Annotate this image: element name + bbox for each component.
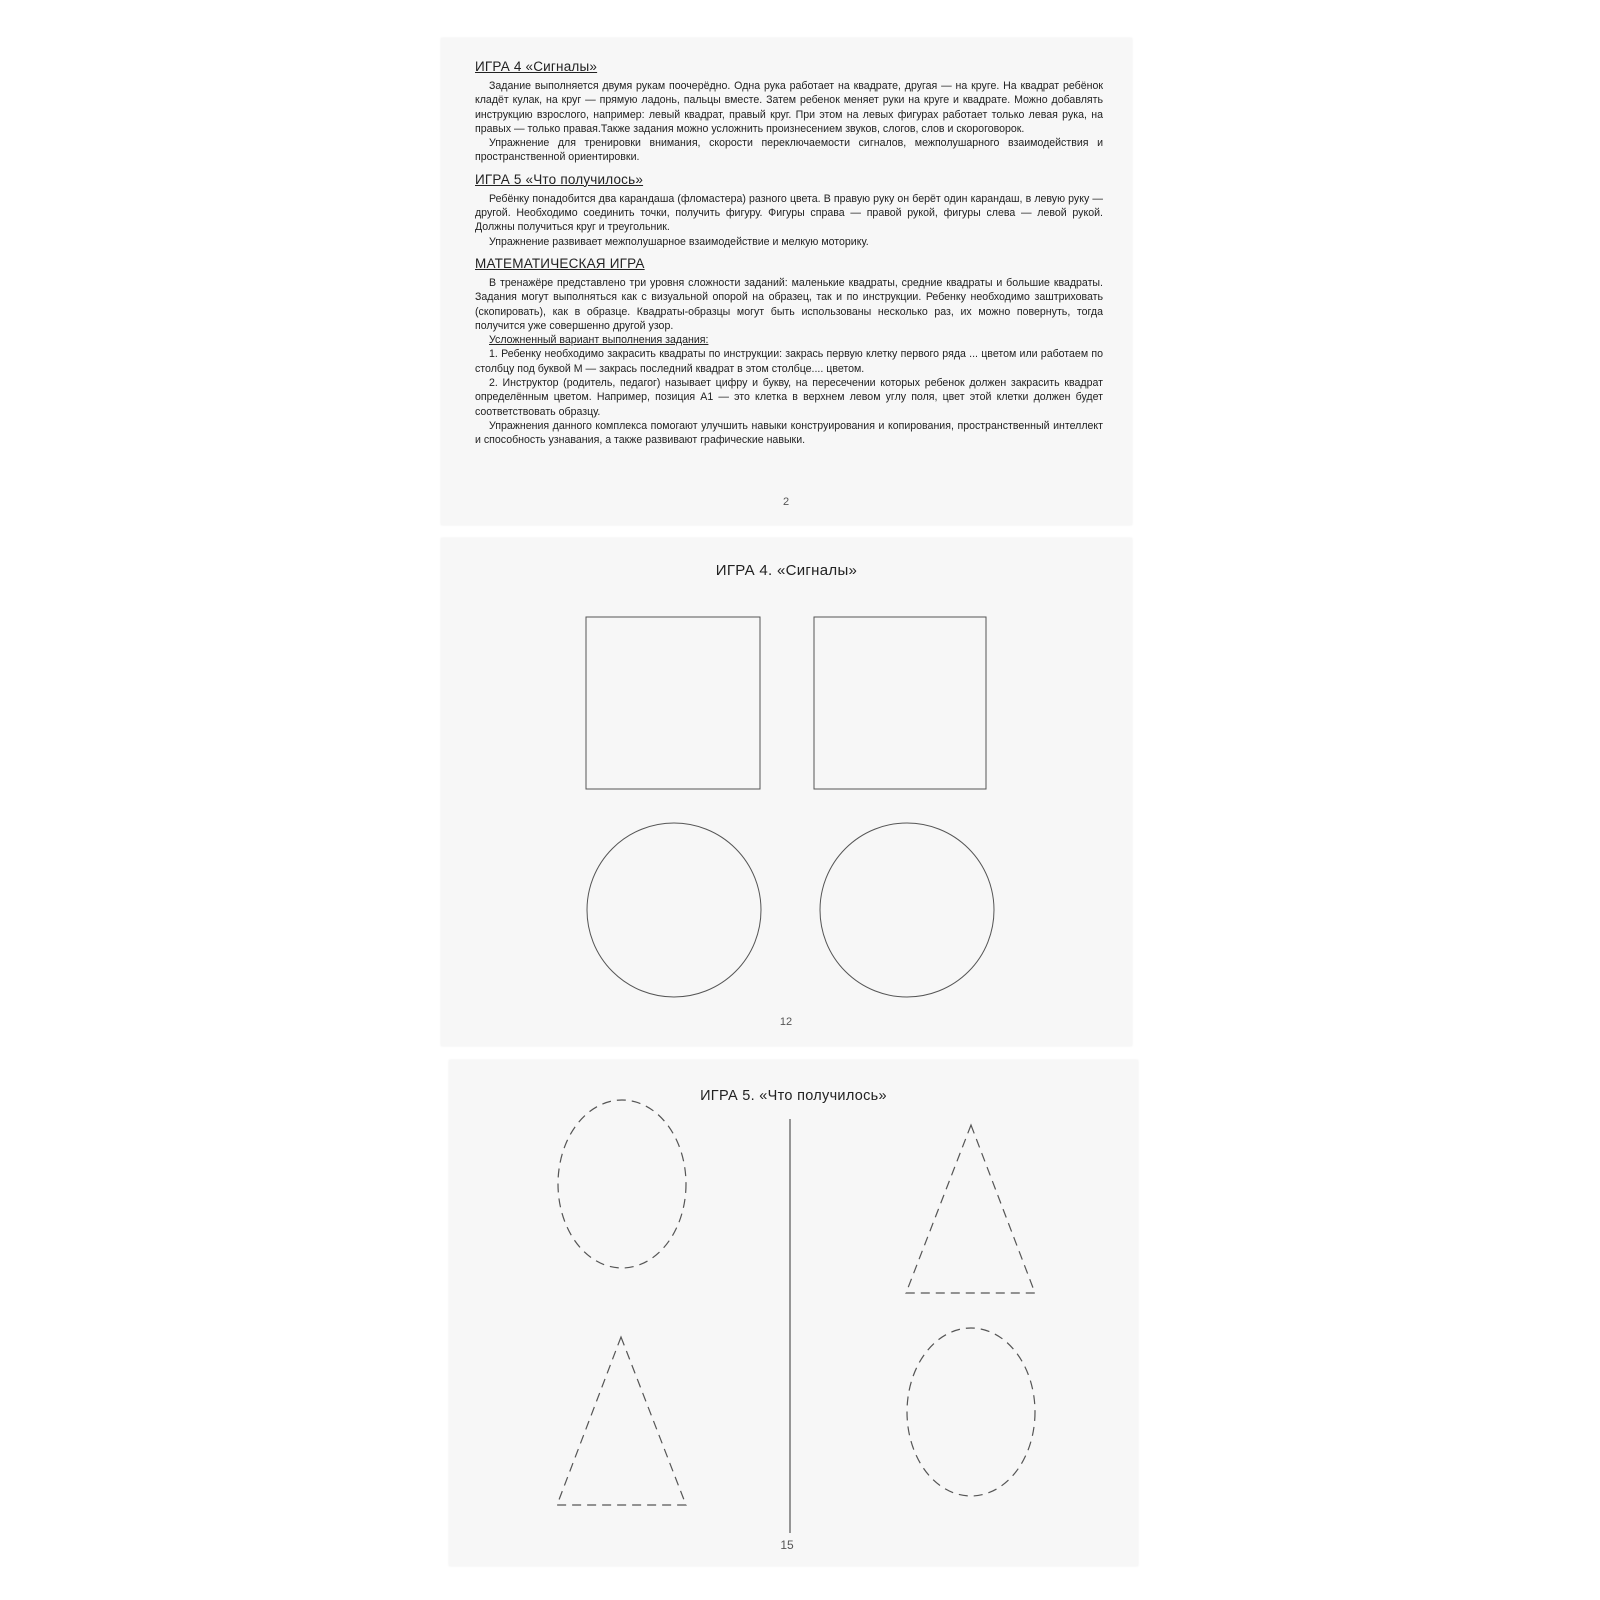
left-dotted-triangle [557, 1337, 686, 1505]
game4-paragraph-1: Задание выполняется двумя рукам поочерёдно. Одна рука работает на квадрате, другая — на круге. На квадрат ребёнок кладёт кулак, на круг — прямую ладонь, пальцы вместе. Затем ребенок меняет руки на круге и квадрате. Можно добавлять инструкцию взрослого, например: левый квадрат, правый круг. При этом на левых фигурах работает только левая рука, на правых — только правая.Также задания можно усложнить произнесением звуков, слогов, слов и скороговорок. [475, 80, 1103, 135]
left-circle [587, 823, 761, 997]
math-game-heading: МАТЕМАТИЧЕСКАЯ ИГРА [475, 255, 645, 271]
right-circle [820, 823, 994, 997]
math-subheading: Усложненный вариант выполнения задания: [489, 334, 709, 347]
what-happened-worksheet-page [449, 1060, 1138, 1566]
right-dotted-triangle [906, 1125, 1035, 1293]
page-number: 15 [780, 1538, 794, 1552]
game4-paragraph-2: Упражнение для тренировки внимания, скорости переключаемости сигналов, межполушарного взаимодействия и пространственной ориентировки. [475, 137, 1103, 164]
page-number: 12 [779, 1016, 793, 1028]
dotted-shapes [449, 1060, 1138, 1566]
page-number: 2 [782, 496, 790, 508]
instructions-text [475, 58, 1103, 448]
signals-worksheet-page [441, 538, 1132, 1046]
game5-paragraph-2: Упражнение развивает межполушарное взаимодействие и мелкую моторику. [489, 235, 869, 248]
signals-shapes [441, 538, 1132, 1046]
math-item-1: 1. Ребенку необходимо закрасить квадраты по инструкции: закрась первую клетку первого ряда ... цветом или работаем по столбцу под буквой М — закрась последний квадрат в этом столбце.... цветом. [475, 348, 1103, 375]
game5-paragraph-1: Ребёнку понадобится два карандаша (фломастера) разного цвета. В правую руку он берёт один карандаш, в левую руку — другой. Необходимо соединить точки, получить фигуру. Фигуры справа — правой рукой, фигуры слева — левой рукой. Должны получиться круг и треугольник. [475, 192, 1103, 234]
page-title: ИГРА 5. «Что получилось» [700, 1088, 887, 1104]
math-paragraph-2: Упражнения данного комплекса помогают улучшить навыки конструирования и копирования, пространственный интеллект и способность узнавания, а также развивают графические навыки. [475, 419, 1103, 447]
math-item-2: 2. Инструктор (родитель, педагог) называет цифру и букву, на пересечении которых ребенок должен закрасить квадрат определённым цветом. Например, позиция А1 — это клетка в верхнем левом углу поля, цвет этой клетки должен будет соответствовать образцу. [475, 377, 1103, 418]
page-title: ИГРА 4. «Сигналы» [715, 562, 858, 579]
left-square [586, 617, 760, 789]
left-dotted-oval [558, 1100, 686, 1268]
game5-heading: ИГРА 5 «Что получилось» [475, 171, 644, 187]
math-paragraph-1: В тренажёре представлено три уровня сложности заданий: маленькие квадраты, средние квадраты и большие квадраты. Задания могут выполняться как с визуальной опорой на образец, так и по инструкции. Ребенку необходимо заштриховать (скопировать), как в образце. Квадраты-образцы могут быть использованы несколько раз, их можно повернуть, тогда получится уже совершенно другой узор. [475, 276, 1103, 332]
instructions-page [441, 38, 1132, 525]
game4-heading: ИГРА 4 «Сигналы» [475, 59, 598, 74]
right-dotted-oval [907, 1328, 1035, 1496]
right-square [814, 617, 986, 789]
